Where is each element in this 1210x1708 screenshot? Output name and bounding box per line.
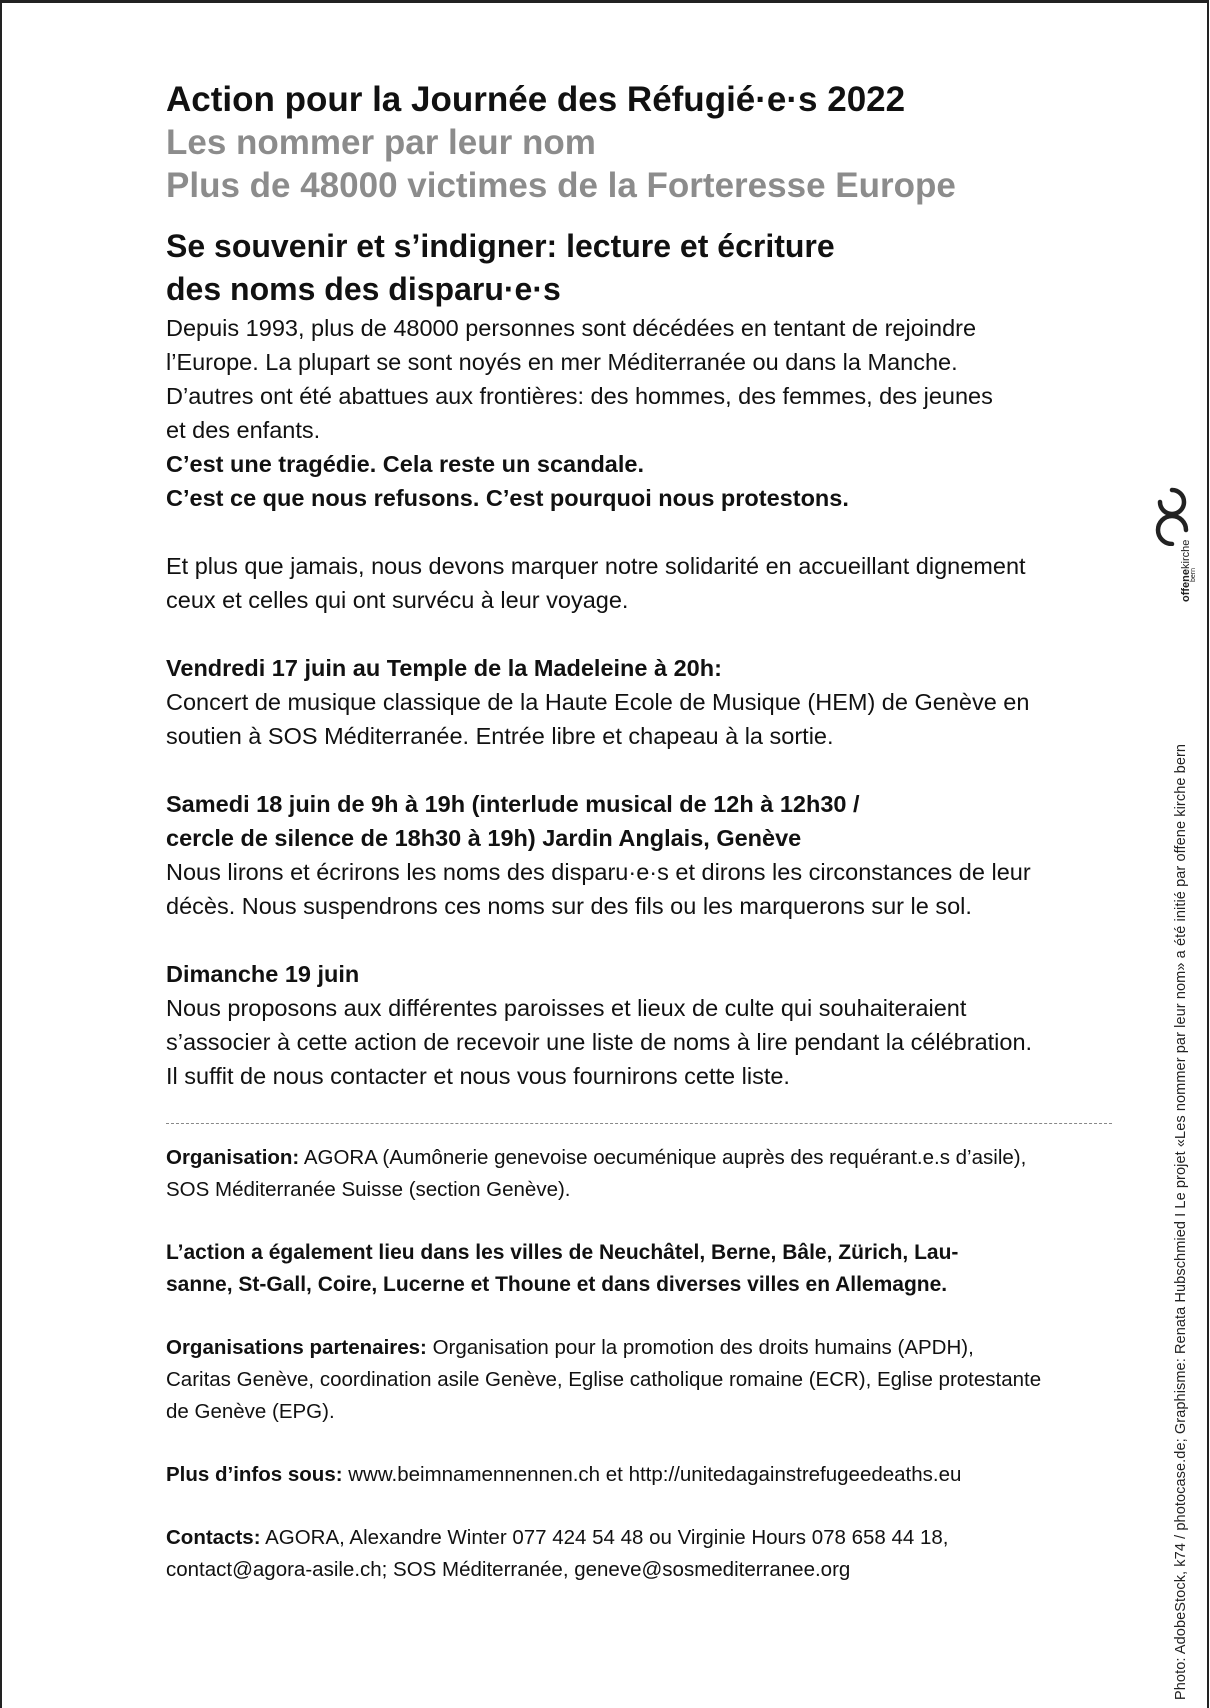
event-line: s’associer à cette action de recevoir une liste de noms à lire pendant la célébration. bbox=[166, 1029, 1033, 1055]
partners-text: Organisation pour la promotion des droits humains (APDH), bbox=[426, 1336, 974, 1359]
offene-kirche-logo-icon bbox=[1152, 486, 1192, 546]
cities-line: sanne, St-Gall, Coire, Lucerne et Thoune et dans diverses villes en Allemagne. bbox=[166, 1273, 948, 1296]
credit-line: Photo: AdobeStock, k74 / photocase.de; Graphisme: Renata Hubschmied I Le projet «Les nommer par leur nom» a été initié par offene kirche bern bbox=[1173, 743, 1189, 1700]
event-sunday bbox=[166, 957, 1126, 1093]
solidarity-line: Et plus que jamais, nous devons marquer notre solidarité en accueillant dignement bbox=[166, 553, 1026, 579]
contacts-label: Contacts: bbox=[166, 1526, 261, 1549]
flyer-content bbox=[166, 78, 1126, 1617]
solidarity-paragraph bbox=[166, 549, 1126, 617]
brand-city: bern bbox=[1190, 567, 1197, 582]
intro-line: D’autres ont été abattues aux frontières: des hommes, des femmes, des jeunes bbox=[166, 383, 993, 409]
organisation-text: SOS Méditerranée Suisse (section Genève). bbox=[166, 1178, 571, 1201]
event-title: Dimanche 19 juin bbox=[166, 961, 360, 987]
solidarity-line: ceux et celles qui ont survécu à leur voyage. bbox=[166, 587, 629, 613]
cities-line: L’action a également lieu dans les villes de Neuchâtel, Berne, Bâle, Zürich, Lau- bbox=[166, 1241, 959, 1264]
infos-links[interactable]: www.beimnamennennen.ch et http://unitedagainstrefugeedeaths.eu bbox=[342, 1463, 962, 1486]
partners-text: Caritas Genève, coordination asile Genève, Eglise catholique romaine (ECR), Eglise protestante bbox=[166, 1368, 1042, 1391]
contacts-text: AGORA, Alexandre Winter 077 424 54 48 ou Virginie Hours 078 658 44 18, bbox=[260, 1526, 949, 1549]
intro-line: l’Europe. La plupart se sont noyés en mer Méditerranée ou dans la Manche. bbox=[166, 349, 958, 375]
section-heading: Se souvenir et s’indigner: lecture et écriture bbox=[166, 228, 835, 264]
intro-paragraph bbox=[166, 311, 1126, 515]
flyer-subtitle: Plus de 48000 victimes de la Forteresse Europe bbox=[166, 166, 956, 205]
event-friday bbox=[166, 651, 1126, 753]
event-line: Il suffit de nous contacter et nous vous fournirons cette liste. bbox=[166, 1063, 790, 1089]
event-line: Nous lirons et écrirons les noms des disparu·e·s et dirons les circonstances de leur bbox=[166, 859, 1031, 885]
contacts-emails[interactable]: contact@agora-asile.ch; SOS Méditerranée, geneve@sosmediterranee.org bbox=[166, 1558, 851, 1581]
event-title: cercle de silence de 18h30 à 19h) Jardin Anglais, Genève bbox=[166, 825, 802, 851]
infos-block bbox=[166, 1459, 1126, 1491]
event-title: Vendredi 17 juin au Temple de la Madeleine à 20h: bbox=[166, 655, 722, 681]
section-heading: des noms des disparu·e·s bbox=[166, 271, 561, 307]
event-line: décès. Nous suspendrons ces noms sur des fils ou les marquerons sur le sol. bbox=[166, 893, 972, 919]
organisation-text: AGORA (Aumônerie genevoise oecuménique auprès des requérant.e.s d’asile), bbox=[299, 1146, 1027, 1169]
partners-label: Organisations partenaires: bbox=[166, 1336, 427, 1359]
intro-line: Depuis 1993, plus de 48000 personnes sont décédées en tentant de rejoindre bbox=[166, 315, 977, 341]
contacts-block bbox=[166, 1522, 1126, 1586]
event-line: soutien à SOS Méditerranée. Entrée libre et chapeau à la sortie. bbox=[166, 723, 834, 749]
event-saturday bbox=[166, 787, 1126, 923]
intro-line: et des enfants. bbox=[166, 417, 321, 443]
intro-bold-line: C’est ce que nous refusons. C’est pourquoi nous protestons. bbox=[166, 485, 849, 511]
event-line: Nous proposons aux différentes paroisses et lieux de culte qui souhaiteraient bbox=[166, 995, 967, 1021]
organisation-block bbox=[166, 1142, 1126, 1206]
flyer-subtitle: Les nommer par leur nom bbox=[166, 123, 596, 162]
infos-label: Plus d’infos sous: bbox=[166, 1463, 343, 1486]
cities-block bbox=[166, 1237, 1126, 1301]
intro-bold-line: C’est une tragédie. Cela reste un scandale. bbox=[166, 451, 645, 477]
event-line: Concert de musique classique de la Haute Ecole de Musique (HEM) de Genève en bbox=[166, 689, 1030, 715]
partners-text: de Genève (EPG). bbox=[166, 1400, 335, 1423]
divider bbox=[166, 1123, 1112, 1124]
organisation-label: Organisation: bbox=[166, 1146, 300, 1169]
brand-word: kirche bbox=[1180, 539, 1192, 569]
brand-word: offene bbox=[1180, 569, 1192, 602]
flyer-title: Action pour la Journée des Réfugié·e·s 2022 bbox=[166, 80, 906, 119]
partners-block bbox=[166, 1332, 1126, 1428]
brand-wordmark bbox=[1180, 540, 1197, 602]
event-title: Samedi 18 juin de 9h à 19h (interlude musical de 12h à 12h30 / bbox=[166, 791, 860, 817]
footer bbox=[166, 1142, 1126, 1586]
